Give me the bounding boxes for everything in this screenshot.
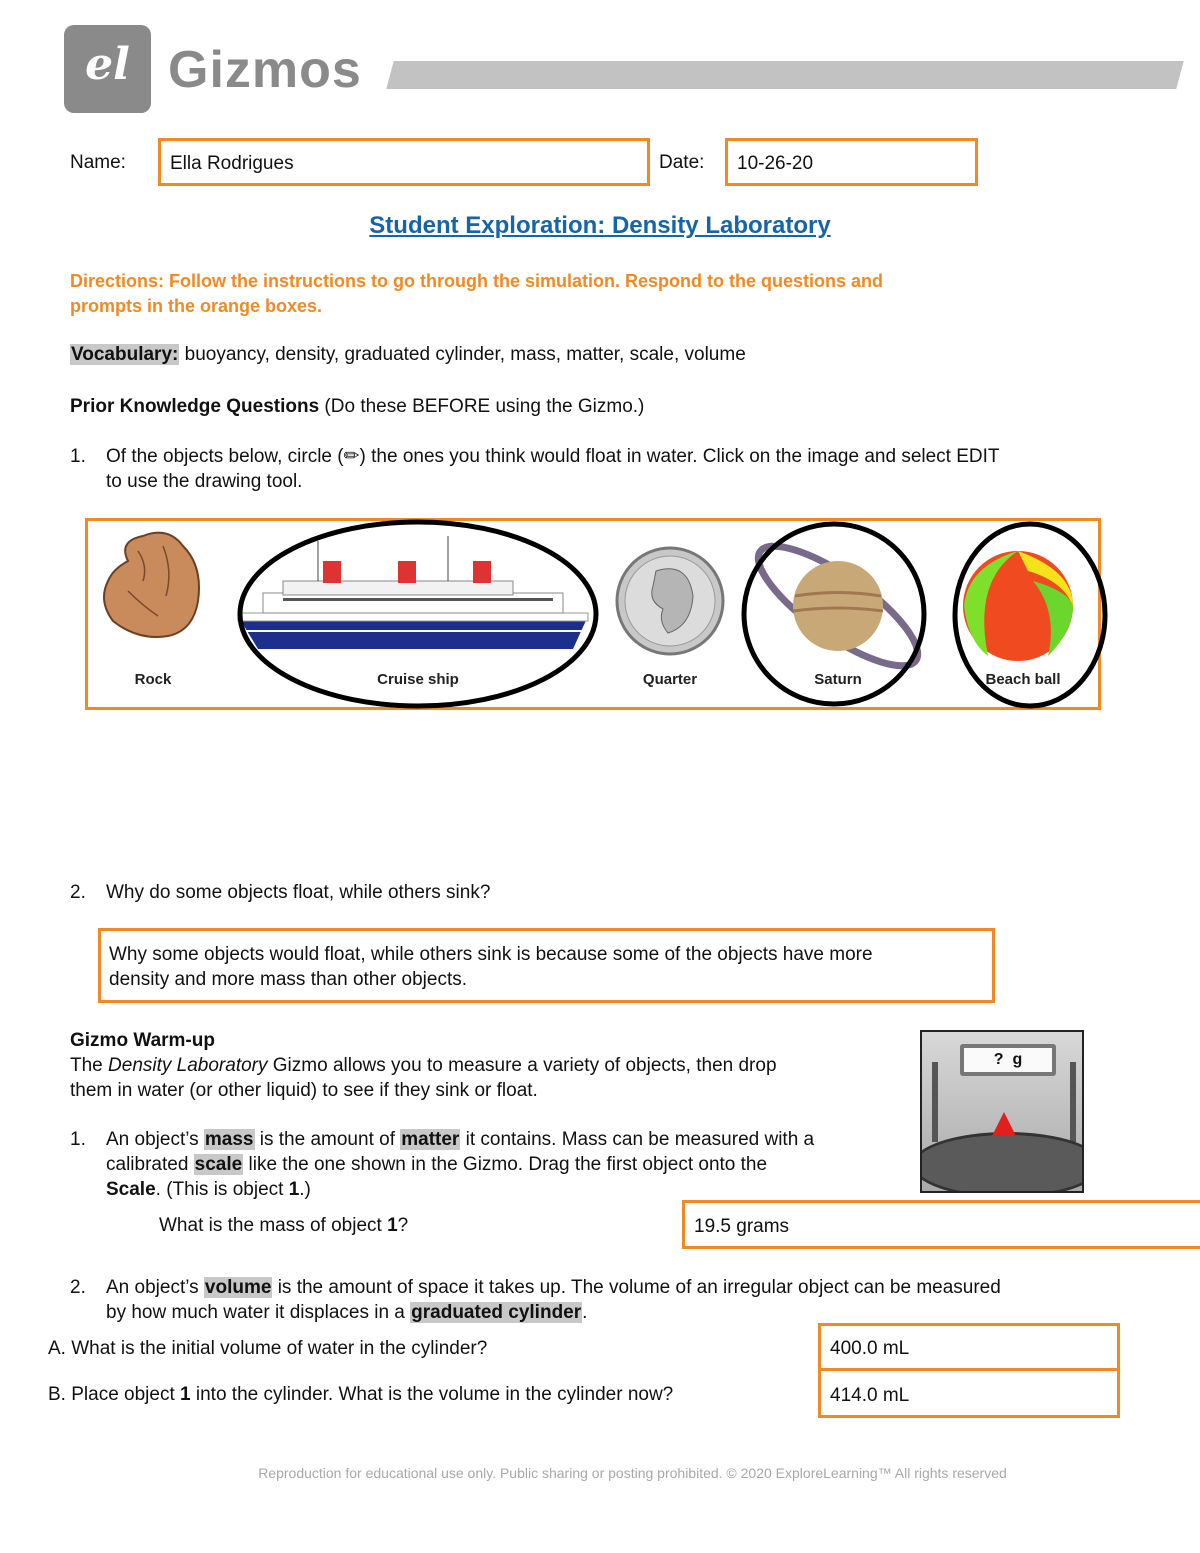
question-1: [70, 444, 1000, 494]
wq1-d: calibrated: [106, 1154, 194, 1175]
volume-a-answer-box[interactable]: [818, 1323, 1120, 1371]
vocabulary-terms: buoyancy, density, graduated cylinder, mass, matter, scale, volume: [179, 344, 746, 365]
answer-2-line2: density and more mass than other objects.: [109, 969, 468, 990]
objects-image[interactable]: [85, 518, 1101, 710]
wq1-a: An object’s: [106, 1129, 204, 1150]
wq1-scale-bold: Scale: [106, 1179, 156, 1200]
label-rock: Rock: [134, 671, 172, 688]
mass-question: [159, 1213, 408, 1238]
answer-2-line1: Why some objects would float, while others sink is because some of the objects have more: [109, 944, 873, 965]
vol-b-num: 1: [180, 1384, 191, 1405]
wq2-b: is the amount of space it takes up. The volume of an irregular object can be measured: [272, 1277, 1001, 1298]
directions-line2: prompts in the orange boxes.: [70, 296, 323, 316]
objects-drawing: [88, 521, 1098, 707]
term-mass: mass: [204, 1129, 254, 1150]
wq1-number: 1.: [70, 1129, 86, 1150]
vocabulary-label: Vocabulary:: [71, 344, 179, 365]
label-cruise-ship: Cruise ship: [377, 671, 459, 688]
footer: Reproduction for educational use only. Public sharing or posting prohibited. © 2020 ExploreLearning™ All rights reserved: [258, 1465, 1007, 1481]
q1-number: 1.: [70, 446, 86, 467]
wq1-c: it contains. Mass can be measured with a: [460, 1129, 815, 1150]
vol-b-post: into the cylinder. What is the volume in the cylinder now?: [190, 1384, 674, 1405]
warmup-heading: Gizmo Warm-up: [70, 1030, 215, 1051]
prior-heading: Prior Knowledge Questions: [70, 396, 320, 417]
warmup-question-1: [70, 1127, 814, 1202]
scale-image: [920, 1030, 1084, 1193]
cruise-ship-icon: [238, 536, 588, 649]
volume-question-a: A. What is the initial volume of water in the cylinder?: [48, 1338, 488, 1359]
warmup-question-2: [70, 1275, 1001, 1325]
q1-line1: Of the objects below, circle (✏) the ones you think would float in water. Click on the image and select EDIT: [106, 446, 1000, 467]
q1-line2: to use the drawing tool.: [106, 471, 303, 492]
term-graduated-cylinder: graduated cylinder: [411, 1302, 582, 1323]
scale-post-left: [932, 1062, 938, 1142]
scale-platform: [920, 1132, 1084, 1193]
vol-b-pre: B. Place object: [48, 1384, 181, 1405]
intro-line2: them in water (or other liquid) to see if they sink or float.: [70, 1080, 538, 1101]
mass-q-pre: What is the mass of object: [159, 1215, 388, 1236]
logo-mark: el: [85, 39, 130, 90]
volume-b-answer-box[interactable]: [818, 1368, 1120, 1418]
volume-question-b: [48, 1382, 673, 1407]
intro-post: Gizmo allows you to measure a variety of objects, then drop: [267, 1055, 777, 1076]
label-quarter: Quarter: [642, 671, 698, 688]
name-value: Ella Rodrigues: [170, 153, 294, 174]
mass-answer: 19.5 grams: [694, 1216, 790, 1237]
mass-answer-box[interactable]: [682, 1200, 1200, 1249]
wq2-d: .: [582, 1302, 588, 1323]
directions: [70, 269, 883, 319]
scale-object: [992, 1112, 1016, 1136]
name-field[interactable]: [158, 138, 650, 186]
warmup-intro: [70, 1053, 777, 1103]
label-beach-ball: Beach ball: [985, 671, 1061, 688]
quarter-icon: [617, 548, 723, 654]
wq2-a: An object’s: [106, 1277, 204, 1298]
mass-q-num: 1: [387, 1215, 398, 1236]
date-value: 10-26-20: [737, 153, 814, 174]
scale-post-right: [1070, 1062, 1076, 1142]
rock-icon: [104, 533, 199, 637]
date-field[interactable]: [725, 138, 978, 186]
prior-note: (Do these BEFORE using the Gizmo.): [319, 396, 645, 417]
question-2: [70, 880, 490, 905]
q2-number: 2.: [70, 882, 86, 903]
header-bar: [386, 61, 1184, 89]
page-title: Student Exploration: Density Laboratory: [369, 212, 831, 239]
intro-pre: The: [70, 1055, 109, 1076]
wq1-i: .): [299, 1179, 311, 1200]
volume-b-answer: 414.0 mL: [830, 1385, 910, 1406]
scale-readout: ? g: [964, 1048, 1052, 1072]
directions-line1: Directions: Follow the instructions to go through the simulation. Respond to the questions and: [70, 271, 883, 291]
vocabulary: [70, 342, 746, 367]
gizmos-logo: [64, 25, 151, 113]
beach-ball-icon: [963, 551, 1073, 661]
answer-2-text: [109, 942, 873, 992]
wq1-object-num: 1: [288, 1179, 300, 1200]
intro-italic: Density Laboratory: [108, 1055, 268, 1076]
wq1-g: . (This is object: [155, 1179, 289, 1200]
name-label: Name:: [70, 152, 126, 173]
term-matter: matter: [401, 1129, 460, 1150]
term-scale: scale: [194, 1154, 243, 1175]
wq1-e: like the one shown in the Gizmo. Drag the first object onto the: [243, 1154, 768, 1175]
q2-text: Why do some objects float, while others sink?: [106, 882, 491, 903]
wq2-c: by how much water it displaces in a: [106, 1302, 411, 1323]
scale-readout-frame: [960, 1044, 1056, 1076]
answer-2-box[interactable]: [98, 928, 995, 1003]
label-saturn: Saturn: [814, 671, 862, 688]
term-volume: volume: [204, 1277, 272, 1298]
wq1-b: is the amount of: [254, 1129, 401, 1150]
brand-name: Gizmos: [168, 41, 362, 99]
date-label: Date:: [659, 152, 705, 173]
volume-a-answer: 400.0 mL: [830, 1338, 910, 1359]
mass-q-post: ?: [397, 1215, 409, 1236]
prior-knowledge-heading: [70, 394, 644, 419]
wq2-number: 2.: [70, 1277, 86, 1298]
